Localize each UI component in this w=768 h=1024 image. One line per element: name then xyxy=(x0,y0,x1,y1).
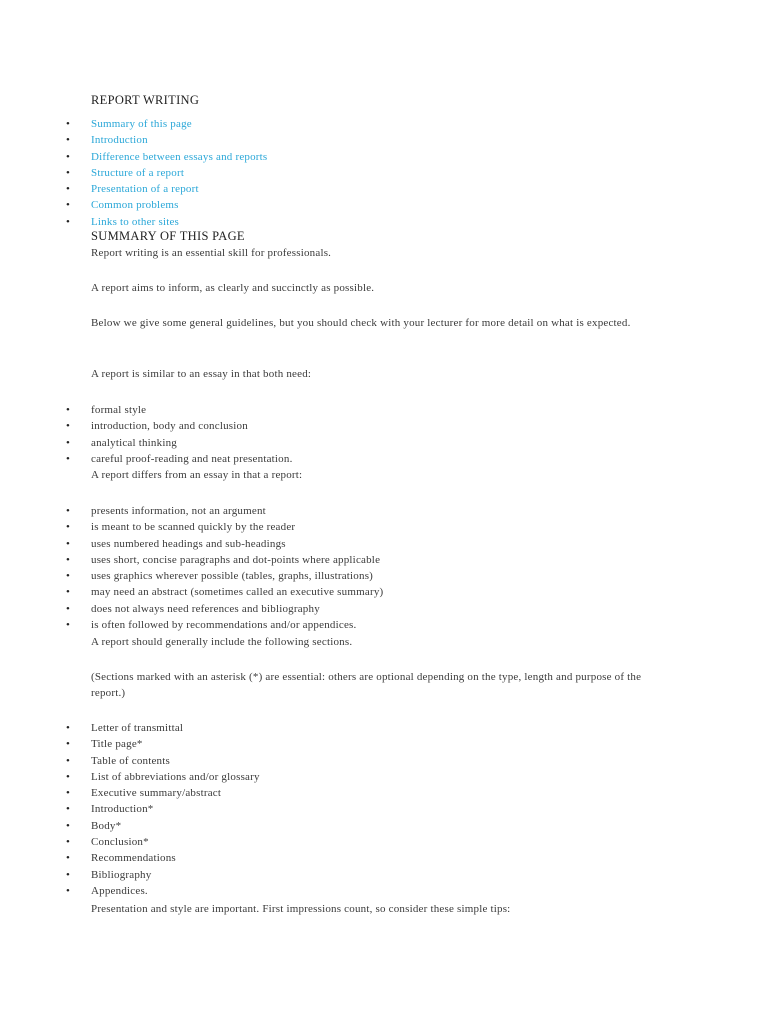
list-item: • careful proof-reading and neat presentation. xyxy=(66,452,293,465)
bullet-icon: • xyxy=(66,770,71,783)
bullet-icon: • xyxy=(66,150,71,163)
bullet-icon: • xyxy=(66,420,71,433)
bullet-icon: • xyxy=(66,819,71,832)
table-of-contents xyxy=(0,116,700,230)
bullet-icon: • xyxy=(66,586,71,599)
paragraph: Presentation and style are important. First impressions count, so consider these simple tips: xyxy=(91,903,511,915)
list-item: • does not always need references and bibliography xyxy=(66,602,320,615)
toc-item xyxy=(0,197,700,213)
list-item: • may need an abstract (sometimes called an executive summary) xyxy=(66,586,384,599)
list-item: • uses graphics wherever possible (tables, graphs, illustrations) xyxy=(66,570,374,583)
bullet-icon: • xyxy=(66,884,71,897)
page-title: REPORT WRITING xyxy=(91,93,200,107)
toc-link-presentation[interactable]: Presentation of a report xyxy=(91,183,199,196)
paragraph: A report differs from an essay in that a report: xyxy=(91,469,303,481)
paragraph: A report should generally include the following sections. xyxy=(91,636,353,648)
bullet-icon: • xyxy=(66,570,71,583)
bullet-icon: • xyxy=(66,754,71,767)
list-item: • List of abbreviations and/or glossary xyxy=(66,770,260,783)
list-item: • Appendices. xyxy=(66,884,148,897)
list-item: • Executive summary/abstract xyxy=(66,787,222,800)
list-item: • Recommendations xyxy=(66,852,176,865)
bullet-icon: • xyxy=(66,215,71,228)
bullet-icon: • xyxy=(66,787,71,800)
paragraph: Report writing is an essential skill for professionals. xyxy=(91,247,332,259)
bullet-icon: • xyxy=(66,199,71,212)
bullet-icon: • xyxy=(66,505,71,517)
list-item: • is often followed by recommendations and/or appendices. xyxy=(66,619,357,632)
bullet-icon: • xyxy=(66,183,71,196)
toc-item xyxy=(0,149,700,165)
list-item: • formal style xyxy=(66,404,147,416)
bullet-icon: • xyxy=(66,852,71,865)
list-item: • uses short, concise paragraphs and dot-points where applicable xyxy=(66,553,381,566)
list-item: • Title page* xyxy=(66,738,143,751)
list-item: • presents information, not an argument xyxy=(66,505,266,517)
toc-item xyxy=(0,132,700,148)
bullet-icon: • xyxy=(66,537,71,550)
list-item: • analytical thinking xyxy=(66,436,177,449)
bullet-icon: • xyxy=(66,722,71,734)
toc-link-other-sites[interactable]: Links to other sites xyxy=(91,215,180,228)
similarities-list xyxy=(0,402,700,467)
list-item: • introduction, body and conclusion xyxy=(66,420,248,433)
paragraph: A report aims to inform, as clearly and succinctly as possible. xyxy=(91,282,375,294)
bullet-icon: • xyxy=(66,803,71,816)
differences-list xyxy=(0,503,700,633)
paragraph: (Sections marked with an asterisk (*) are essential: others are optional depending on the type, length and purpose of the report.) xyxy=(91,671,642,699)
list-item: • Introduction* xyxy=(66,803,154,816)
list-item: • Table of contents xyxy=(66,754,170,767)
toc-link-introduction[interactable]: Introduction xyxy=(91,134,148,147)
toc-item xyxy=(0,214,700,230)
bullet-icon: • xyxy=(66,452,71,465)
bullet-icon: • xyxy=(66,738,71,751)
bullet-icon: • xyxy=(66,436,71,449)
toc-item xyxy=(0,116,700,132)
bullet-icon: • xyxy=(66,404,71,416)
paragraph: A report is similar to an essay in that both need: xyxy=(91,368,312,380)
list-item: • Conclusion* xyxy=(66,836,149,849)
section-heading-summary: SUMMARY OF THIS PAGE xyxy=(91,229,245,243)
toc-link-difference[interactable]: Difference between essays and reports xyxy=(91,150,268,163)
list-item: • Body* xyxy=(66,819,122,832)
sections-list xyxy=(0,720,700,899)
bullet-icon: • xyxy=(66,868,71,881)
bullet-icon: • xyxy=(66,521,71,534)
list-item: • Letter of transmittal xyxy=(66,722,184,734)
toc-item xyxy=(0,181,700,197)
bullet-icon: • xyxy=(66,553,71,566)
bullet-icon: • xyxy=(66,836,71,849)
list-item: • Bibliography xyxy=(66,868,152,881)
toc-link-structure[interactable]: Structure of a report xyxy=(91,166,185,179)
bullet-icon: • xyxy=(66,619,71,632)
toc-link-summary[interactable]: Summary of this page xyxy=(91,118,192,130)
toc-item xyxy=(0,165,700,181)
bullet-icon: • xyxy=(66,602,71,615)
toc-link-common-problems[interactable]: Common problems xyxy=(91,199,179,212)
bullet-icon: • xyxy=(66,118,71,130)
bullet-icon: • xyxy=(66,134,71,147)
paragraph: Below we give some general guidelines, but you should check with your lecturer for more detail on what is expected. xyxy=(91,317,631,329)
list-item: • uses numbered headings and sub-headings xyxy=(66,537,286,550)
list-item: • is meant to be scanned quickly by the reader xyxy=(66,521,296,534)
bullet-icon: • xyxy=(66,166,71,179)
